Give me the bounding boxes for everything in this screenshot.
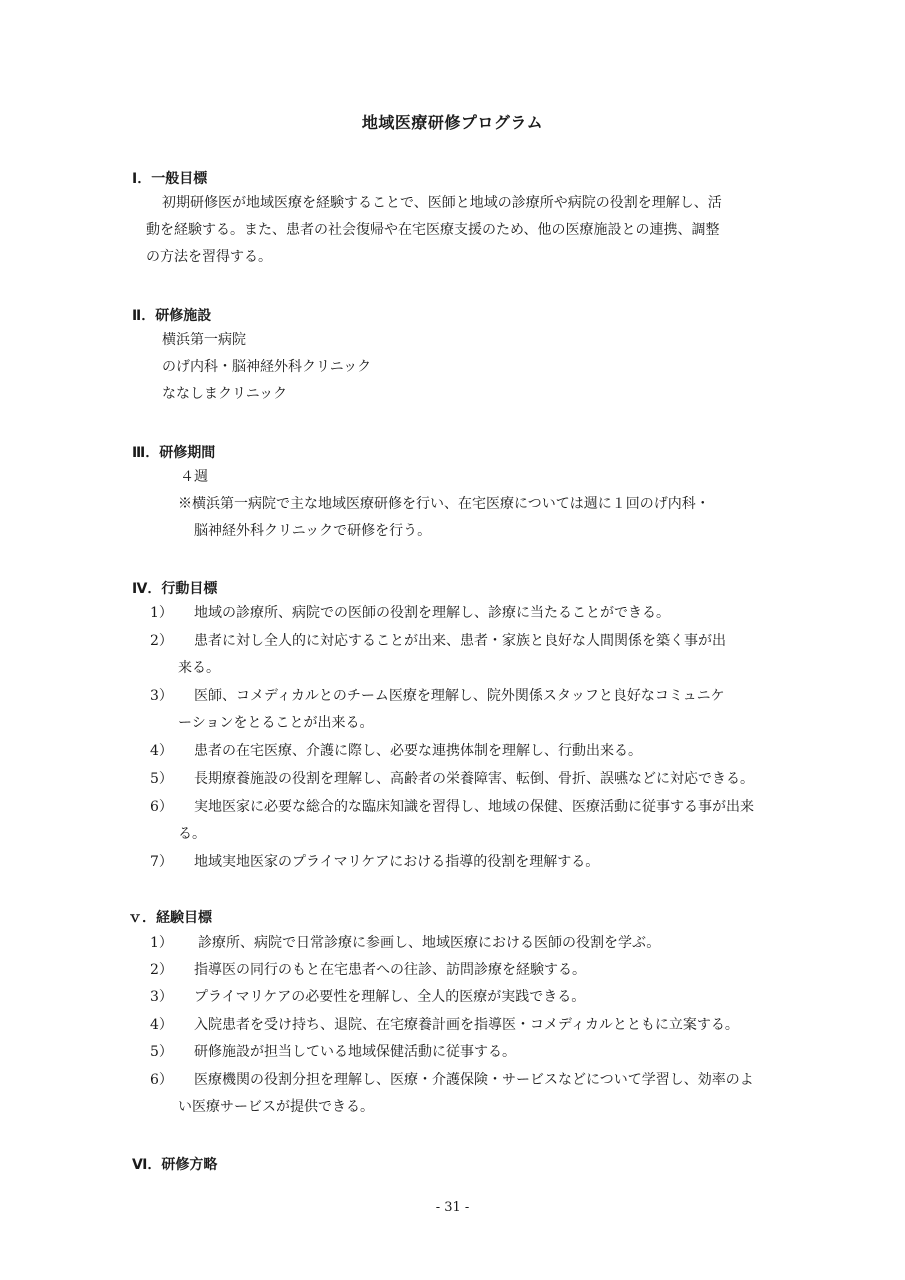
list-item: 指導医の同行のもと在宅患者への往診、訪問診療を経験する。 <box>194 962 586 978</box>
page-title: 地域医療研修プログラム <box>361 113 544 132</box>
list-item: 長期療養施設の役割を理解し、高齢者の栄養障害、転倒、骨折、誤嚥などに対応できる。 <box>194 771 754 787</box>
list-item-number: 7） <box>150 854 173 870</box>
paragraph-line: 動を経験する。また、患者の社会復帰や在宅医療支援のため、他の医療施設との連携、調整 <box>146 222 720 238</box>
period-value: ４週 <box>180 469 208 485</box>
list-item-number: 6） <box>150 799 173 815</box>
list-item-continuation: ーションをとることが出来る。 <box>178 715 374 731</box>
list-item: 患者に対し全人的に対応することが出来、患者・家族と良好な人間関係を築く事が出 <box>194 633 726 649</box>
list-item-number: 2） <box>150 962 173 978</box>
list-item-number: 5） <box>150 771 173 787</box>
list-item-number: 3） <box>150 688 173 704</box>
period-note: 脳神経外科クリニックで研修を行う。 <box>194 523 432 539</box>
section-heading-general-goal: Ⅰ．一般目標 <box>132 171 208 187</box>
list-item: プライマリケアの必要性を理解し、全人的医療が実践できる。 <box>194 989 586 1005</box>
list-item: 地域の診療所、病院での医師の役割を理解し、診療に当たることができる。 <box>194 605 670 621</box>
list-item-number: 2） <box>150 633 173 649</box>
section-heading-facilities: Ⅱ．研修施設 <box>132 308 212 324</box>
paragraph-line: の方法を習得する。 <box>146 249 272 265</box>
list-item-continuation: 来る。 <box>178 660 220 676</box>
list-item-number: 1） <box>150 605 173 621</box>
list-item-number: 1） <box>150 935 173 951</box>
list-item-number: 4） <box>150 1017 173 1033</box>
paragraph-line: 初期研修医が地域医療を経験することで、医師と地域の診療所や病院の役割を理解し、活 <box>162 195 722 211</box>
page-number: - 31 - <box>435 1200 470 1215</box>
facility-item: ななしまクリニック <box>162 386 288 402</box>
list-item: 医師、コメディカルとのチーム医療を理解し、院外関係スタッフと良好なコミュニケ <box>194 688 725 704</box>
list-item-number: 3） <box>150 989 173 1005</box>
section-heading-experience-goals: ｖ．経験目標 <box>128 910 212 926</box>
section-heading-period: Ⅲ．研修期間 <box>132 445 216 461</box>
list-item-continuation: る。 <box>178 826 206 842</box>
list-item: 医療機関の役割分担を理解し、医療・介護保険・サービスなどについて学習し、効率のよ <box>194 1072 754 1088</box>
section-heading-training-strategy: Ⅵ．研修方略 <box>132 1157 218 1173</box>
list-item: 入院患者を受け持ち、退院、在宅療養計画を指導医・コメディカルとともに立案する。 <box>194 1017 739 1033</box>
period-note: ※横浜第一病院で主な地域医療研修を行い、在宅医療については週に１回のげ内科・ <box>178 496 710 512</box>
list-item: 診療所、病院で日常診療に参画し、地域医療における医師の役割を学ぶ。 <box>198 935 661 951</box>
list-item: 実地医家に必要な総合的な臨床知識を習得し、地域の保健、医療活動に従事する事が出来 <box>194 799 754 815</box>
facility-item: 横浜第一病院 <box>162 332 246 348</box>
list-item-number: 6） <box>150 1072 173 1088</box>
list-item-number: 4） <box>150 743 173 759</box>
list-item: 地域実地医家のプライマリケアにおける指導的役割を理解する。 <box>194 854 600 870</box>
section-heading-behavior-goals: Ⅳ．行動目標 <box>132 581 218 597</box>
list-item: 研修施設が担当している地域保健活動に従事する。 <box>194 1044 516 1060</box>
list-item-number: 5） <box>150 1044 173 1060</box>
list-item: 患者の在宅医療、介護に際し、必要な連携体制を理解し、行動出来る。 <box>194 743 642 759</box>
list-item-continuation: い医療サービスが提供できる。 <box>178 1099 374 1115</box>
facility-item: のげ内科・脳神経外科クリニック <box>162 359 372 375</box>
